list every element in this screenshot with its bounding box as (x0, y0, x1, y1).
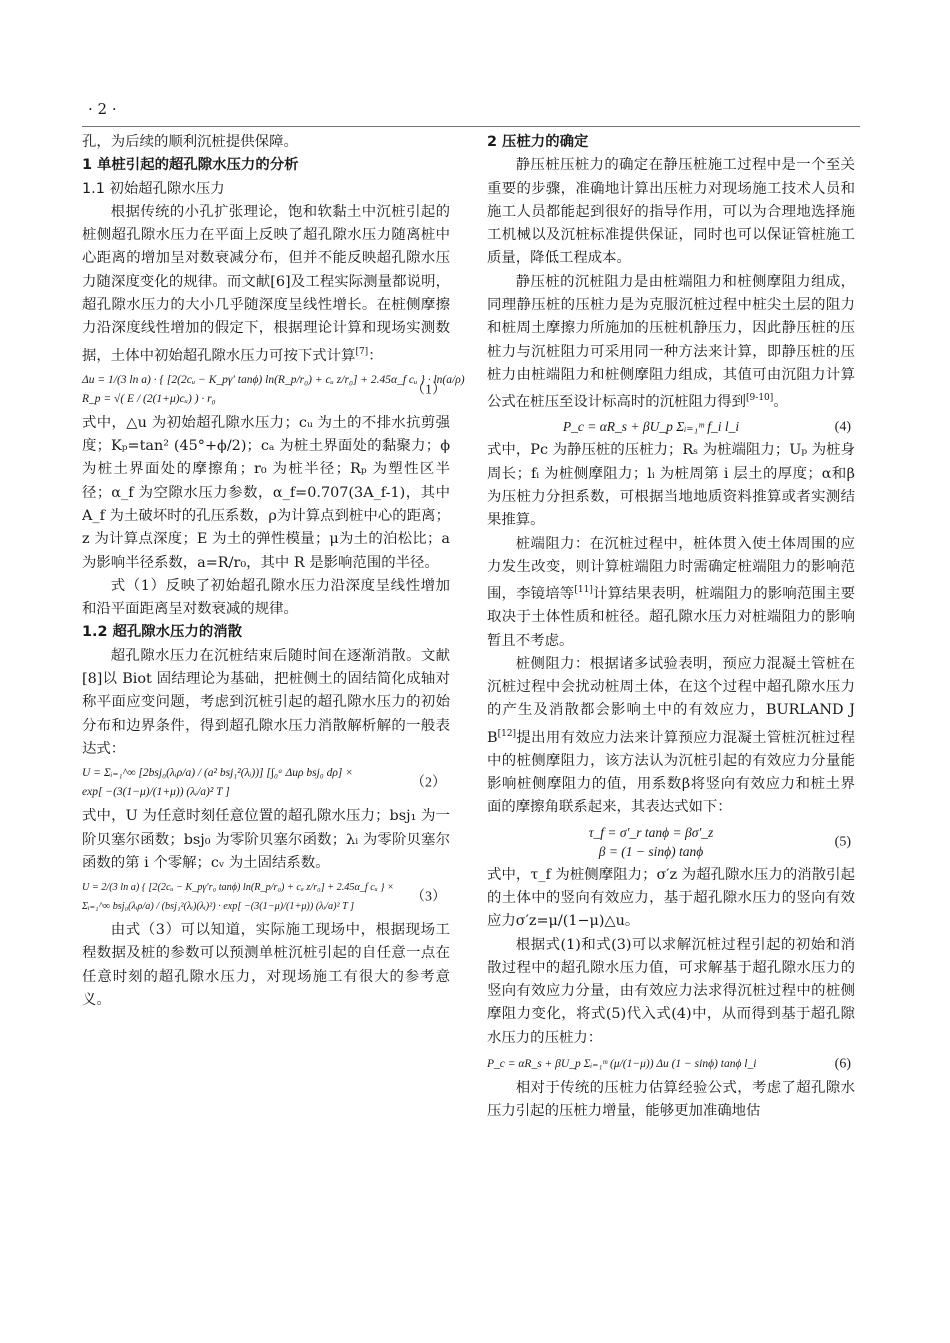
equation-line: exp[ −(3(1−μ)/(1+μ)) (λᵢ/a)² T ] (82, 786, 230, 799)
equation-line: R_p = √( E / (2(1+μ)cᵤ) ) · r₀ (82, 392, 216, 405)
paragraph: 静压桩的沉桩阻力是由桩端阻力和桩侧摩阻力组成，同理静压桩的压桩力是为克服沉桩过程中桩尖土层的阻力和桩周土摩擦力所施加的压桩机静压力，因此静压桩的压桩力与沉桩阻力可采用同一种方法来计算，即静压桩的压桩力由桩端阻力和桩侧摩阻力组成，其值可由沉阻力计算公式在桩压至设计标高时的沉桩阻力得到[9-10]。 (487, 273, 855, 411)
equation-2 (82, 764, 450, 802)
equation-5 (487, 823, 855, 861)
equation-number: （1） (411, 382, 446, 398)
paragraph: 由式（3）可以知道，实际施工现场中，根据现场工程数据及桩的参数可以预测单桩沉桩引起的自任意一点在任意时刻的超孔隙水压力，对现场施工有很大的参考意义。 (82, 922, 450, 1008)
paragraph: 桩端阻力：在沉桩过程中，桩体贯入使土体周围的应力发生改变，则计算桩端阻力时需确定桩端阻力的影响范围，李镜培等[11]计算结果表明，桩端阻力的影响范围主要取决于土体性质和桩径。超孔隙水压力对桩端阻力的影响暂且不考虑。 (487, 535, 855, 649)
left-column (82, 131, 465, 1012)
page-number: · 2 · (88, 100, 117, 118)
equation-number: （2） (411, 775, 446, 791)
equation-number: (6) (834, 1056, 851, 1072)
paragraph: 静压桩压桩力的确定在静压桩施工过程中是一个至关重要的步骤，准确地计算出压桩力对现场施工技术人员和施工人员都能起到很好的指导作用，可以为合理地选择施工机械以及沉桩标准提供保证，同时也可以保证管桩施工质量，降低工程成本。 (487, 157, 855, 267)
paragraph: 相对于传统的压桩力估算经验公式，考虑了超孔隙水压力引起的压桩力增量，能够更加准确地估 (487, 1080, 855, 1120)
section-1-1-title: 1.1 初始超孔隙水压力 (82, 180, 225, 197)
citation: [12] (497, 728, 517, 739)
equation-number: （3） (411, 889, 446, 905)
equation-line: Σᵢ₌₁^∞ bsj₀(λᵢρ/a) / (bsj₁²(λᵢ)(λᵢ)²) · exp[ −(3(1−μ)/(1+μ)) (λᵢ/a)² T ] (82, 901, 355, 913)
equation-line: U = Σᵢ₌₁^∞ [2bsj₀(λᵢρ/a) / (a² bsj₁²(λᵢ))] [∫₀ᵃ Δuρ bsj₀ dρ] × (82, 767, 354, 780)
right-column (487, 131, 855, 1124)
equation-line: P_c = αR_s + βU_p Σᵢ₌₁ᵐ f_i l_i (562, 419, 740, 435)
equation-line: P_c = αR_s + βU_p Σᵢ₌₁ᵐ (μ/(1−μ)) Δu (1 − sinϕ) tanϕ l_i (487, 1058, 757, 1071)
paragraph: 式中，△u 为初始超孔隙水压力；cᵤ 为土的不排水抗剪强度；Kₚ=tan² (45°+ϕ/2)；cₐ 为桩土界面处的黏聚力；ϕ为桩土界面处的摩擦角；r₀ 为桩半径；Rₚ 为塑性区半径；α_f 为空隙水压力参数，α_f=0.707(3A_f-1)，其中 A_f 为土破坏时的孔压系数，ρ为计算点到桩中心的距离；z 为计算点深度；E 为土的弹性模量；μ为土的泊松比；a 为影响半径系数，a=R/r₀，其中 R 是影响范围的半径。 (82, 414, 450, 571)
equation-line: τ_f = σ′_r tanϕ = βσ′_z (588, 824, 714, 840)
equation-6 (487, 1053, 855, 1074)
paragraph: 超孔隙水压力在沉桩结束后随时间在逐渐消散。文献[8]以 Biot 固结理论为基础，把桩侧土的固结简化成轴对称平面应变问题，考虑到沉桩引起的超孔隙水压力的初始分布和边界条件，得到超孔隙水压力消散解析解的一般表达式： (82, 647, 450, 757)
equation-line: Δu = 1/(3 ln a) · { [2(2cᵤ − K_pγ′ tanϕ) ln(R_p/r₀) + cᵤ z/r₀] + 2.45α_f cᵤ } · ln(a/ρ) (82, 373, 465, 386)
paragraph: 根据式(1)和式(3)可以求解沉桩过程引起的初始和消散过程中的超孔隙水压力值，可求解基于超孔隙水压力的竖向有效应力分量，由有效应力法求得沉桩过程中的桩侧摩阻力变化，将式(5)代入式(4)中，从而得到基于超孔隙水压力的压桩力： (487, 936, 855, 1046)
equation-3 (82, 878, 450, 916)
section-1-2-title: 1.2 超孔隙水压力的消散 (82, 624, 243, 641)
paragraph: 式中，Pc 为静压桩的压桩力；Rₛ 为桩端阻力；Uₚ 为桩身周长；fᵢ 为桩侧摩阻力；lᵢ 为桩周第 i 层土的厚度；α和β为压桩力分担系数，可根据当地地质资料推算或者实测结果推算。 (487, 442, 855, 529)
equation-4 (487, 417, 855, 436)
paragraph: 桩侧阻力：根据诸多试验表明，预应力混凝土管桩在沉桩过程中会扰动桩周土体，在这个过程中超孔隙水压力的产生及消散都会影响土中的有效应力，BURLAND J B[12]提出用有效应力法来计算预应力混凝土管桩沉桩过程中的桩侧摩阻力，该方法认为沉桩引起的有效应力分量能影响桩侧摩阻力的值，用系数β将竖向有效应力和桩土界面的摩擦角联系起来，其表达式如下： (487, 655, 855, 816)
paragraph: 式（1）反映了初始超孔隙水压力沿深度呈线性增加和沿平面距离呈对数衰减的规律。 (82, 577, 450, 618)
header-rule (82, 126, 860, 127)
citation: [7] (355, 346, 369, 357)
paragraph: 根据传统的小孔扩张理论，饱和软黏土中沉桩引起的桩侧超孔隙水压力在平面上反映了超孔隙水压力随离桩中心距离的增加呈对数衰减分布，但并不能反映超孔隙水压力随深度变化的规律。而文献[6]及工程实际测量都说明，超孔隙水压力的大小几乎随深度呈线性增长。在桩侧摩擦力沿深度线性增加的假定下，根据理论计算和现场实测数据，土体中初始超孔隙水压力可按下式计算[7]： (82, 203, 450, 364)
section-2-title: 2 压桩力的确定 (487, 134, 589, 150)
citation: [9-10] (746, 393, 774, 404)
section-1-title: 1 单桩引起的超孔隙水压力的分析 (82, 157, 299, 174)
paragraph: 式中，τ_f 为桩侧摩阻力；σ′z 为超孔隙水压力的消散引起的土体中的竖向有效应力，基于超孔隙水压力的竖向有效应力σ′z=μ/(1−μ)△u。 (487, 866, 855, 930)
equation-number: (5) (834, 834, 851, 850)
citation: [11] (574, 585, 593, 596)
equation-number: (4) (834, 419, 851, 435)
paragraph: 式中，U 为任意时刻任意位置的超孔隙水压力；bsj₁ 为一阶贝塞尔函数；bsj₀ 为零阶贝塞尔函数；λᵢ 为零阶贝塞尔函数的第 i 个零解；cᵥ 为土固结系数。 (82, 808, 450, 871)
equation-line: U = 2/(3 ln a) { [2(2cᵤ − K_pγ′r₀ tanϕ) ln(R_p/r₀) + cₐ z/r₀] + 2.45α_f cᵤ } × (82, 882, 394, 894)
equation-line: β = (1 − sinϕ) tanϕ (598, 843, 704, 859)
equation-1 (82, 371, 465, 409)
intro-paragraph: 孔，为后续的顺利沉桩提供保障。 (82, 134, 298, 150)
